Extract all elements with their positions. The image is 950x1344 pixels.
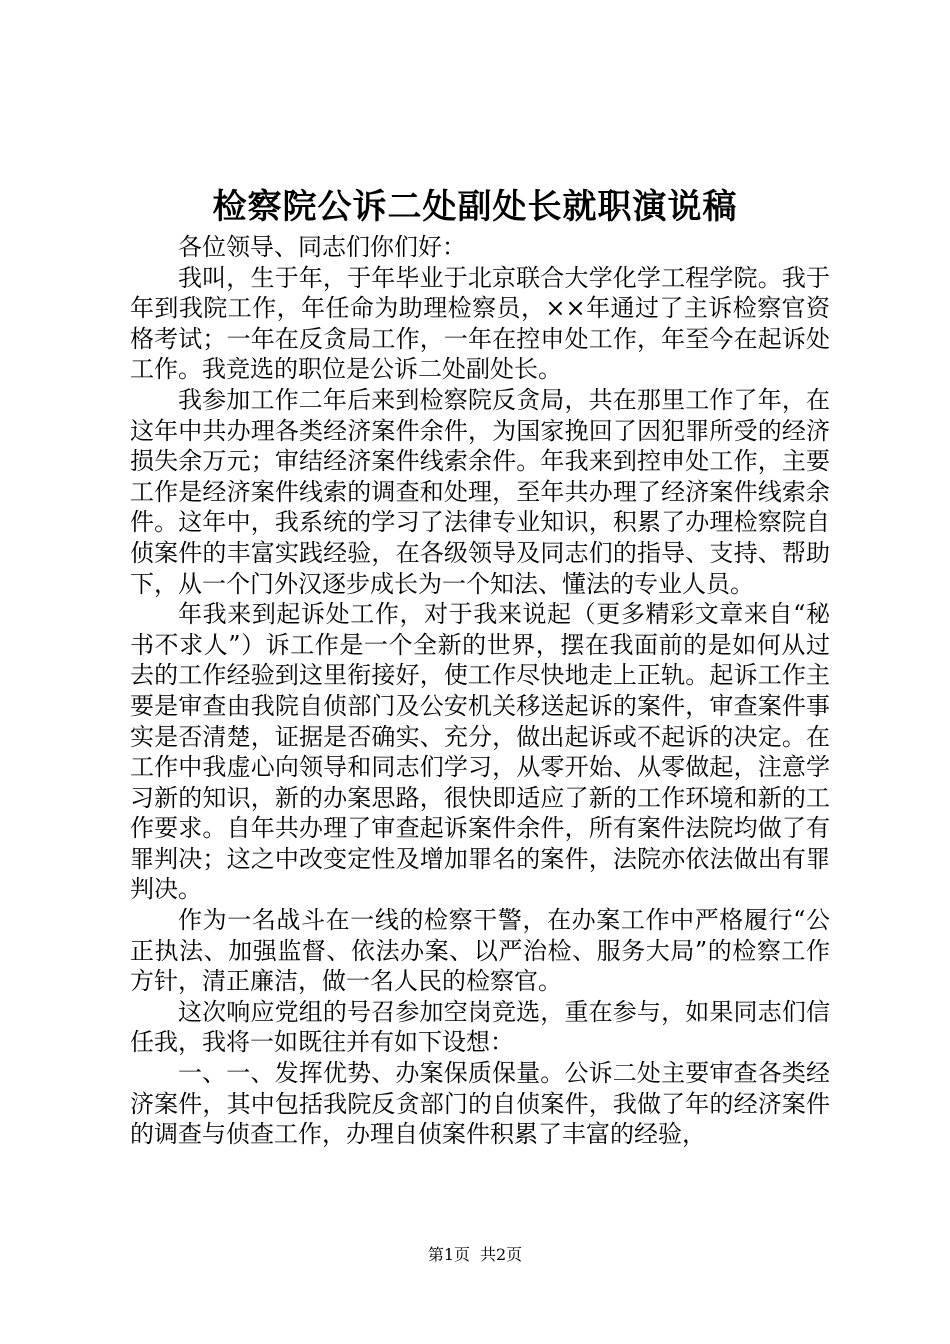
paragraph-prosecution-work: 年我来到起诉处工作，对于我来说起（更多精彩文章来自“秘书不求人”）诉工作是一个全新的世界，摆在我面前的是如何从过去的工作经验到这里衔接好，使工作尽快地走上正轨。起诉工作主要是审查由我院自侦部门及公安机关移送起诉的案件，审查案件事实是否清楚，证据是否确实、充分，做出起诉或不起诉的决定。在工作中我虚心向领导和同志们学习，从零开始、从零做起，注意学习新的知识，新的办案思路，很快即适应了新的工作环境和新的工作要求。自年共办理了审查起诉案件余件，所有案件法院均做了有罪判决；这之中改变定性及增加罪名的案件，法院亦依法做出有罪判决。 xyxy=(130,600,830,904)
salutation: 各位领导、同志们你们好： xyxy=(178,233,466,261)
document-title: 检察院公诉二处副处长就职演说稿 xyxy=(212,187,738,227)
paragraph-introduction: 我叫，生于年，于年毕业于北京联合大学化学工程学院。我于年到我院工作，年任命为助理检察员，××年通过了主诉检察官资格考试；一年在反贪局工作，一年在控申处工作，年至今在起诉处工作。我竞选的职位是公诉二处副处长。 xyxy=(130,263,830,384)
document-body xyxy=(130,232,830,1150)
page-footer xyxy=(0,1244,950,1266)
page-number-total: 共2页 xyxy=(480,1245,523,1264)
page-number-current: 第1页 xyxy=(427,1245,470,1264)
paragraph-candidacy: 这次响应党组的号召参加空岗竞选，重在参与，如果同志们信任我，我将一如既往并有如下设想： xyxy=(130,997,830,1057)
paragraph-plan-one: 一、一、发挥优势、办案保质保量。公诉二处主要审查各类经济案件，其中包括我院反贪部门的自侦案件，我做了年的经济案件的调查与侦查工作，办理自侦案件积累了丰富的经验， xyxy=(130,1059,830,1149)
paragraph-work-principles: 作为一名战斗在一线的检察干警，在办案工作中严格履行“公正执法、加强监督、依法办案、以严治检、服务大局”的检察工作方针，清正廉洁，做一名人民的检察官。 xyxy=(130,906,830,996)
paragraph-anti-corruption-experience: 我参加工作二年后来到检察院反贪局，共在那里工作了年，在这年中共办理各类经济案件余件，为国家挽回了因犯罪所受的经济损失余万元；审结经济案件线索余件。年我来到控申处工作，主要工作是经济案件线索的调查和处理，至年共办理了经济案件线索余件。这年中，我系统的学习了法律专业知识，积累了办理检察院自侦案件的丰富实践经验，在各级领导及同志们的指导、支持、帮助下，从一个门外汉逐步成长为一个知法、懂法的专业人员。 xyxy=(130,385,830,598)
